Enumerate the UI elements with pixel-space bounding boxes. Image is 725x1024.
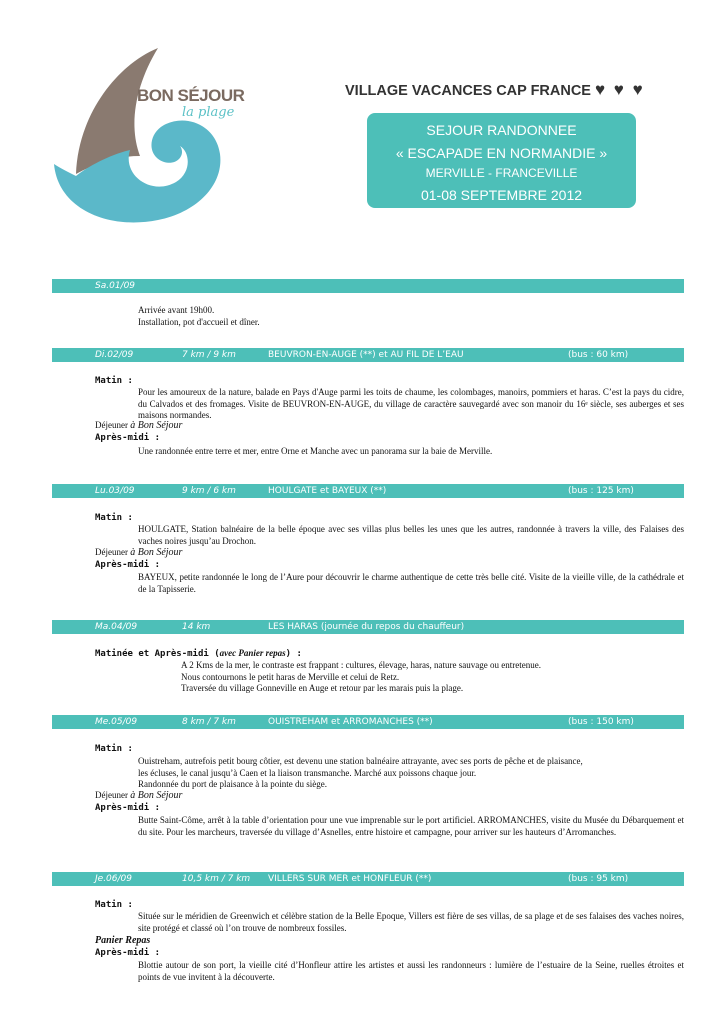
day-label: Je.06/09 [95,874,132,884]
sail-wave-logo-icon [48,44,230,226]
day-label: Me.05/09 [95,717,138,727]
matinee-label-main: Matinée et Après-midi ( [95,649,220,659]
brand-name: BON SÉJOUR [137,86,245,105]
dejeuner-line [95,547,182,558]
dejeuner-prefix: Déjeuner [95,547,128,557]
village-title-text: VILLAGE VACANCES CAP FRANCE [345,83,591,99]
day-bar-je [52,872,684,886]
apres-midi-text: BAYEUX, petite randonnée le long de l’Aure pour découvrir le charme authentique de cette très belle cité. Visite de la vieille ville, de la cathédrale et de la Tapisserie. [138,572,684,594]
matin-line: Randonnée du port de plaisance à la pointe du siège. [138,779,327,789]
matin-label: Matin : [95,744,133,754]
dejeuner-line [95,420,182,431]
day1-line: Arrivée avant 19h00. [138,305,215,315]
matin-line: les écluses, le canal jusqu’à Caen et la liaison transmanche. Marché aux poissons chaque jour. [138,767,477,778]
matin-text: Pour les amoureux de la nature, balade en Pays d'Auge parmi les toits de chaume, les colombages, manoirs, pommiers et haras. C’est la pays du cidre, du Calvados et des fromages. Visite de BEUVRON-EN-AUGE, du village de caractère sauvegardé avec son manoir du 16ᵉ siècle, ses auberges et ses maisons normandes. [138,387,684,420]
apres-midi-label: Après-midi : [95,433,161,443]
matinee-label-panier: avec Panier repas [219,648,286,658]
day4-line: Traversée du village Gonneville en Auge et retour par les marais puis la plage. [181,683,464,693]
day4-line: A 2 Kms de la mer, le contraste est frappant : cultures, élevage, haras, nature sauvage ou entretenue. [181,660,541,670]
sejour-location: MERVILLE - FRANCEVILLE [425,166,578,180]
day-bar-lu [52,484,684,498]
matin-label: Matin : [95,513,133,523]
matin-text [138,756,684,791]
bus-distance: (bus : 150 km) [568,717,634,727]
matinee-label-end: ) : [285,649,302,659]
day-title: VILLERS SUR MER et HONFLEUR (**) [268,874,432,884]
dejeuner-place: à Bon Séjour [130,547,183,558]
day-bar-di [52,348,684,362]
day-label: Lu.03/09 [95,486,135,496]
matin-label: Matin : [95,376,133,386]
distance-label: 14 km [182,622,211,632]
bus-distance: (bus : 60 km) [568,350,629,360]
day-title: OUISTREHAM et ARROMANCHES (**) [268,717,433,727]
matin-text: Située sur le méridien de Greenwich et célèbre station de la Belle Epoque, Villers est fière de ses villas, de sa plage et de ses falaises des vaches noires, site protégé et classé où l’on trouve de nombreux fossiles. [138,911,684,933]
hearts-icon: ♥ ♥ ♥ [594,80,645,99]
apres-midi-label: Après-midi : [95,948,161,958]
day-label: Ma.04/09 [95,622,138,632]
bon-sejour-logo [48,44,230,226]
bus-distance: (bus : 95 km) [568,874,629,884]
day-title: LES HARAS (journée du repos du chauffeur) [268,622,465,632]
apres-midi-text: Blottie autour de son port, la vieille cité d’Honfleur attire les artistes et aussi les randonneurs : lumière de l’estuaire de la Seine, ruelles étroites et points de vue invitent à la découverte. [138,960,684,982]
dejeuner-line [95,790,182,801]
day1-text [138,305,260,328]
distance-label: 7 km / 9 km [182,350,236,360]
apres-midi-text: Butte Saint-Côme, arrêt à la table d’orientation pour une vue imprenable sur le port artificiel. ARROMANCHES, visite du Musée du Débarquement et du site. Pour les marcheurs, traversée du village d’Asnelles, entre histoire et campagne, pour arriver sur les hauteurs d’Arromanches. [138,815,684,837]
apres-midi-label: Après-midi : [95,560,161,570]
bus-distance: (bus : 125 km) [568,486,634,496]
dejeuner-prefix: Déjeuner [95,790,128,800]
day4-line: Nous contournons le petit haras de Merville et celui de Retz. [181,671,400,682]
day-bar-ma [52,620,684,634]
apres-midi-text: Une randonnée entre terre et mer, entre Orne et Manche avec un panorama sur la baie de Merville. [138,446,493,456]
distance-label: 8 km / 7 km [182,717,236,727]
matin-label: Matin : [95,900,133,910]
sejour-dates: 01-08 SEPTEMBRE 2012 [420,187,583,203]
sejour-title-line2: « ESCAPADE EN NORMANDIE » [395,145,608,161]
brand-subtitle: la plage [182,105,235,120]
sejour-title-box [367,113,636,208]
dejeuner-place: à Bon Séjour [130,790,183,801]
day-label: Sa.01/09 [95,281,136,291]
distance-label: 10,5 km / 7 km [182,874,251,884]
panier-repas-line [95,935,150,946]
distance-label: 9 km / 6 km [182,486,236,496]
dejeuner-prefix: Déjeuner [95,420,128,430]
day-bar-sa [52,279,684,293]
day-bar-me [52,715,684,729]
day1-line: Installation, pot d'accueil et dîner. [138,316,260,327]
dejeuner-place: à Bon Séjour [130,420,183,431]
matin-text: HOULGATE, Station balnéaire de la belle époque avec ses villas plus belles les unes que les autres, randonnée à travers la ville, des Falaises des vaches noires jusqu’au Drochon. [138,524,684,546]
day-title: BEUVRON-EN-AUGE (**) et AU FIL DE L’EAU [268,350,464,360]
day-title: HOULGATE et BAYEUX (**) [268,486,387,496]
matin-line: Ouistreham, autrefois petit bourg côtier, est devenu une station balnéaire attrayante, avec ses ports de pêche et de plaisance, [138,756,583,766]
apres-midi-label: Après-midi : [95,803,161,813]
panier-repas: Panier Repas [95,935,151,946]
matinee-label [95,648,302,659]
sejour-title-line1: SEJOUR RANDONNEE [426,122,577,138]
day4-text [181,660,681,695]
day-label: Di.02/09 [95,350,134,360]
village-title [345,80,645,100]
